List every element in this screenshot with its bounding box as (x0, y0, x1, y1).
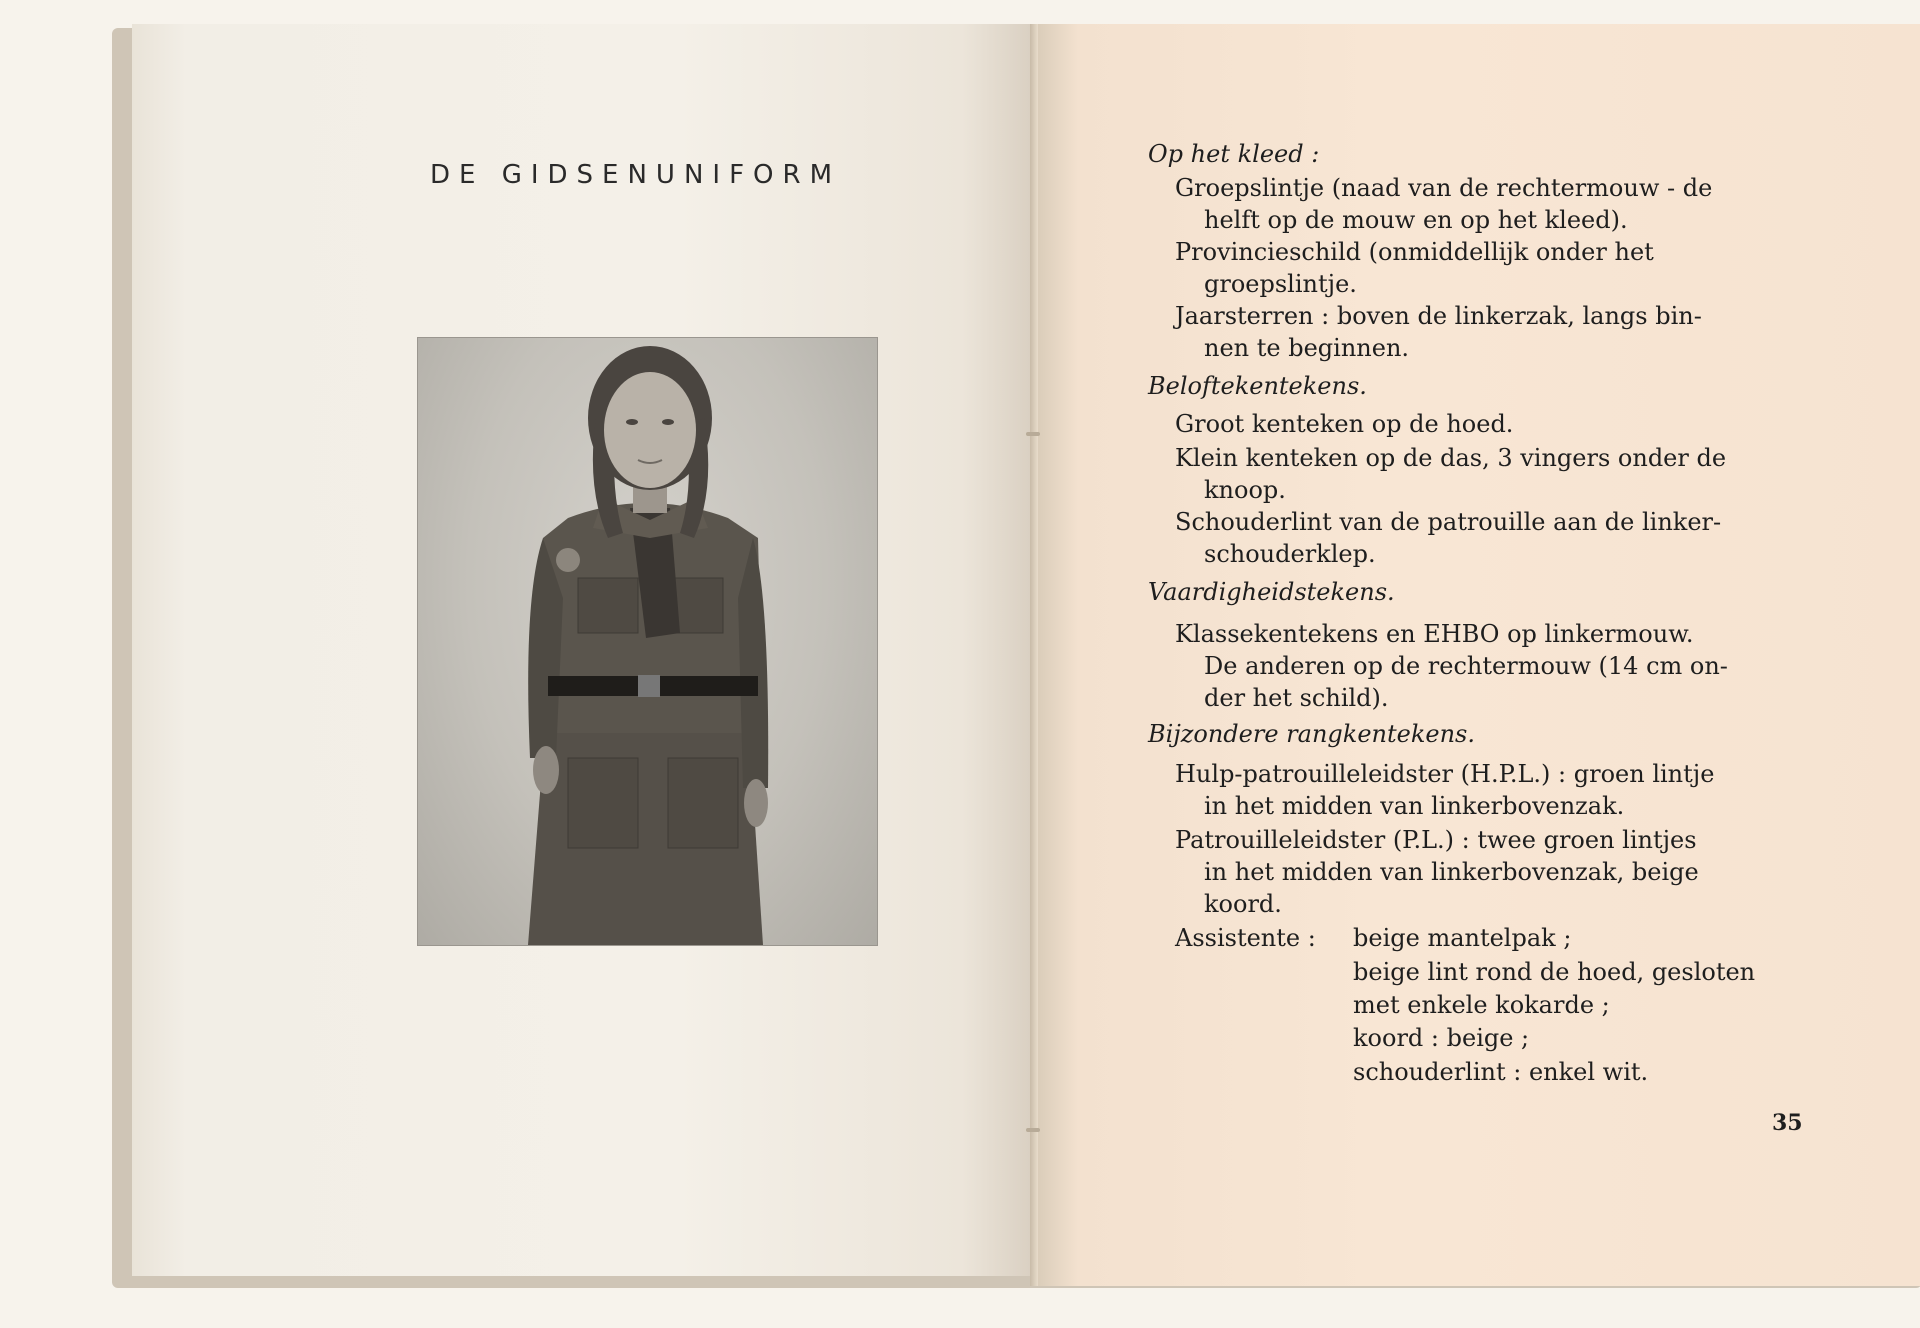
section-heading: Beloftekentekens. (1148, 372, 1367, 400)
binding-stitch (1026, 432, 1040, 436)
item-continuation: in het midden van linkerbovenzak. (1204, 792, 1625, 820)
item-line: Hulp-patrouilleleidster (H.P.L.) : groen lintje (1175, 760, 1715, 788)
item-continuation: schouderklep. (1204, 540, 1376, 568)
list-item (1175, 506, 1804, 570)
item-line: Groot kenteken op de hoed. (1175, 410, 1514, 438)
item-continuation: in het midden van linkerbovenzak, beige (1204, 858, 1699, 886)
page-number: 35 (1772, 1110, 1803, 1136)
list-item (1175, 172, 1804, 236)
book-gutter (1030, 24, 1038, 1286)
item-line: Klein kenteken op de das, 3 vingers onder de (1175, 444, 1727, 472)
item-line: Schouderlint van de patrouille aan de linker- (1175, 508, 1722, 536)
page-title: DE GIDSENUNIFORM (430, 160, 841, 190)
assistente-line: beige mantelpak ; (1353, 924, 1572, 952)
assistente-line: schouderlint : enkel wit. (1353, 1058, 1649, 1086)
girl-guide-figure (418, 338, 877, 945)
list-item (1175, 442, 1804, 506)
section-heading: Op het kleed : (1148, 140, 1320, 168)
list-item (1175, 618, 1804, 714)
item-line: Jaarsterren : boven de linkerzak, langs bin- (1175, 302, 1702, 330)
uniform-photo (417, 337, 878, 946)
assistente-line: met enkele kokarde ; (1353, 991, 1610, 1019)
item-continuation: der het schild). (1204, 684, 1389, 712)
item-continuation: nen te beginnen. (1204, 334, 1410, 362)
assistente-line: koord : beige ; (1353, 1024, 1530, 1052)
section-heading: Bijzondere rangkentekens. (1148, 720, 1475, 748)
list-item (1175, 758, 1804, 822)
item-continuation: helft op de mouw en op het kleed). (1204, 206, 1628, 234)
binding-stitch (1026, 1128, 1040, 1132)
item-continuation: koord. (1204, 890, 1282, 918)
assistente-line: beige lint rond de hoed, gesloten (1353, 958, 1756, 986)
item-line: Klassekentekens en EHBO op linkermouw. (1175, 620, 1694, 648)
item-line: Provincieschild (onmiddellijk onder het (1175, 238, 1654, 266)
item-line: Patrouilleleidster (P.L.) : twee groen lintjes (1175, 826, 1697, 854)
item-continuation: groepslintje. (1204, 270, 1357, 298)
assistente-label: Assistente : (1175, 924, 1316, 952)
list-item (1175, 236, 1804, 300)
item-continuation: knoop. (1204, 476, 1286, 504)
list-item (1175, 300, 1804, 364)
item-line: Groepslintje (naad van de rechtermouw - de (1175, 174, 1713, 202)
item-continuation: De anderen op de rechtermouw (14 cm on- (1204, 652, 1728, 680)
list-item (1175, 408, 1804, 440)
section-heading: Vaardigheidstekens. (1148, 578, 1395, 606)
list-item (1175, 824, 1804, 920)
